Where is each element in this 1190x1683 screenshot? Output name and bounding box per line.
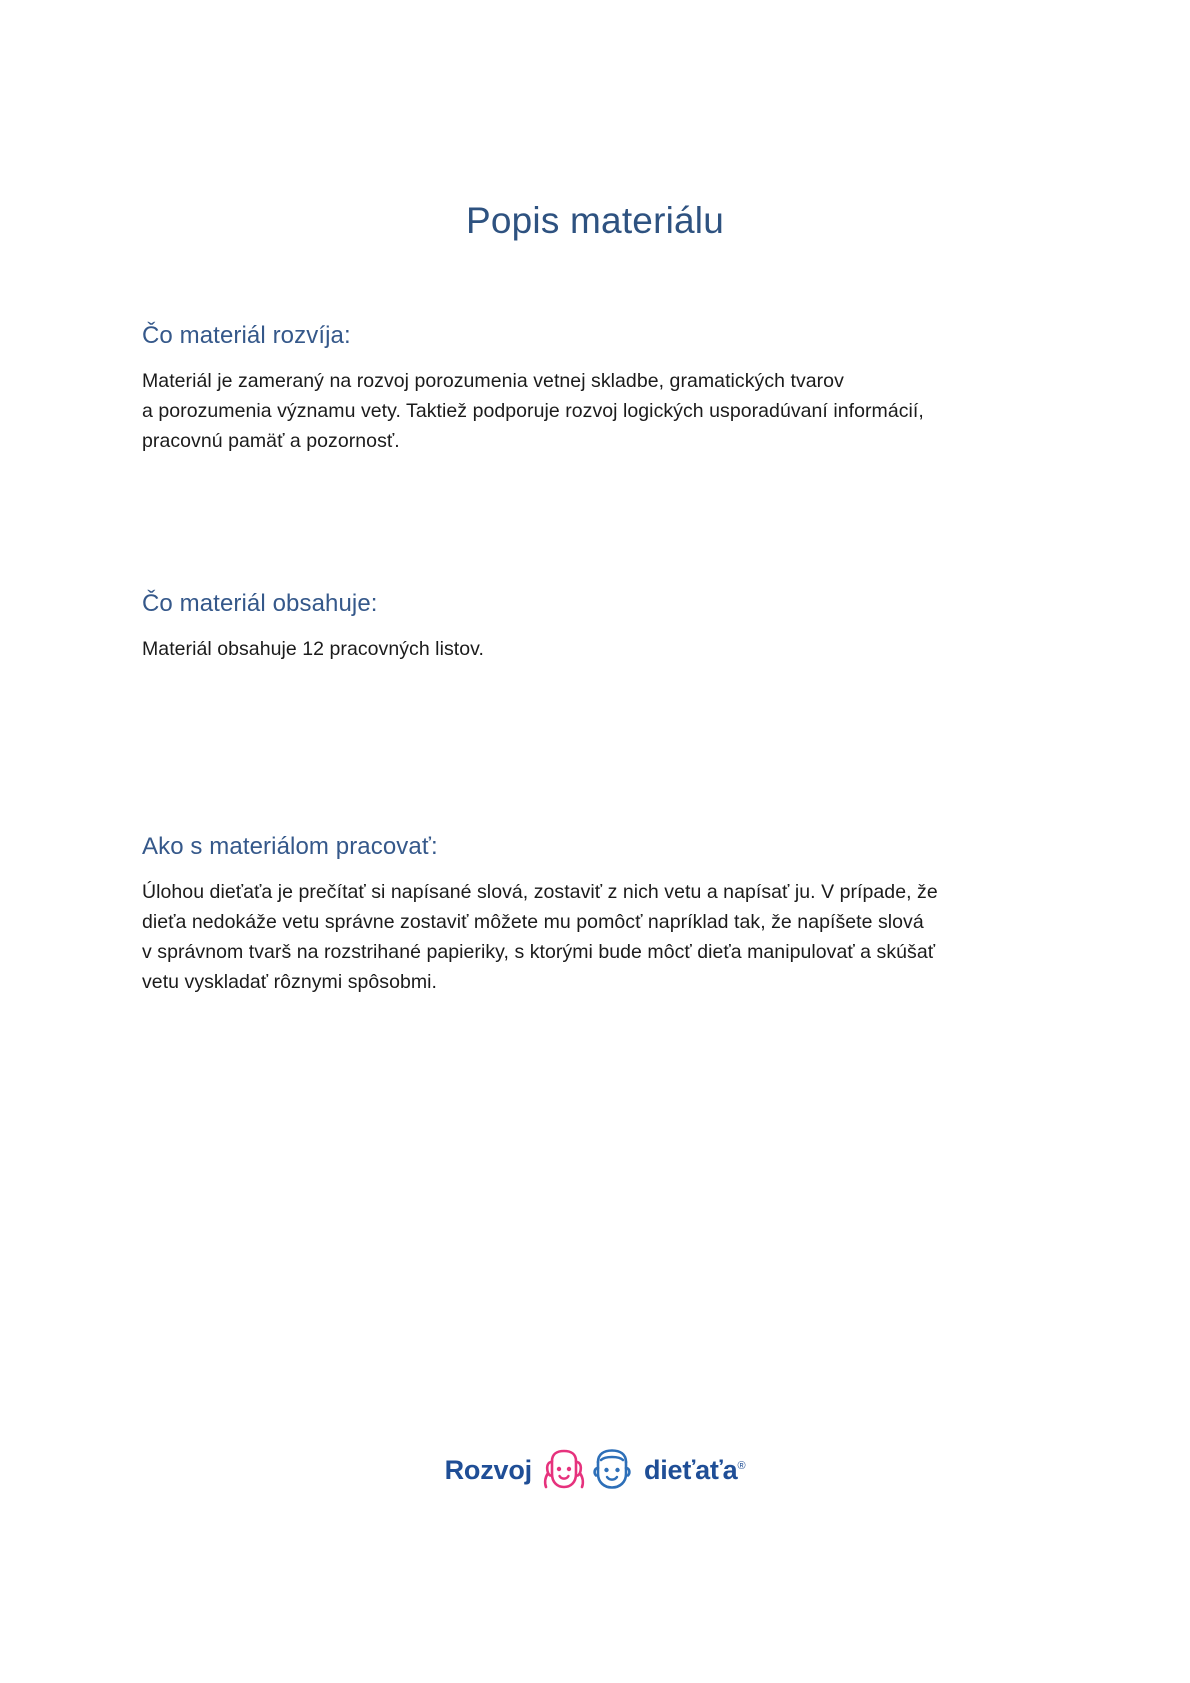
body-line: pracovnú pamäť a pozornosť.	[142, 430, 400, 452]
document-content	[142, 320, 1022, 997]
section-co-material-rozvija	[142, 320, 1022, 456]
body-line: Materiál je zameraný na rozvoj porozumenia vetnej skladbe, gramatických tvarov	[142, 370, 844, 392]
girl-face-icon	[541, 1448, 587, 1492]
logo-text-dietata	[643, 1454, 746, 1485]
section-heading: Čo materiál obsahuje:	[142, 590, 378, 617]
section-heading: Čo materiál rozvíja:	[142, 322, 351, 349]
section-spacer	[142, 456, 1022, 588]
boy-smile-icon	[607, 1477, 617, 1480]
section-body	[142, 877, 1022, 997]
section-co-material-obsahuje	[142, 588, 1022, 664]
logo-faces	[541, 1448, 635, 1492]
page-title: Popis materiálu	[465, 200, 724, 241]
boy-face-icon	[589, 1448, 635, 1492]
section-body	[142, 366, 1022, 456]
body-line: Materiál obsahuje 12 pracovných listov.	[142, 638, 484, 660]
body-line: dieťa nedokáže vetu správne zostaviť môžete mu pomôcť napríklad tak, že napíšete slová	[142, 911, 924, 933]
logo-text-rozvoj: Rozvoj	[444, 1454, 532, 1485]
girl-smile-icon	[559, 1476, 568, 1479]
section-spacer	[142, 664, 1022, 831]
registered-trademark-icon: ®	[737, 1459, 746, 1472]
body-line: a porozumenia významu vety. Taktiež podporuje rozvoj logických usporadúvaní informácií,	[142, 400, 924, 422]
body-line: vetu vyskladať rôznymi spôsobmi.	[142, 971, 438, 993]
footer-logo	[0, 1448, 1190, 1492]
section-ako-s-materialom-pracovat	[142, 831, 1022, 997]
section-body	[142, 634, 1022, 664]
body-line: Úlohou dieťaťa je prečítať si napísané slová, zostaviť z nich vetu a napísať ju. V prípade, že	[142, 881, 938, 903]
logo-text-dietata-word: dieťaťa	[643, 1454, 738, 1485]
body-line: v správnom tvarš na rozstrihané papieriky, s ktorými bude môcť dieťa manipulovať a skúšať	[142, 941, 936, 963]
section-heading: Ako s materiálom pracovať:	[142, 833, 438, 860]
